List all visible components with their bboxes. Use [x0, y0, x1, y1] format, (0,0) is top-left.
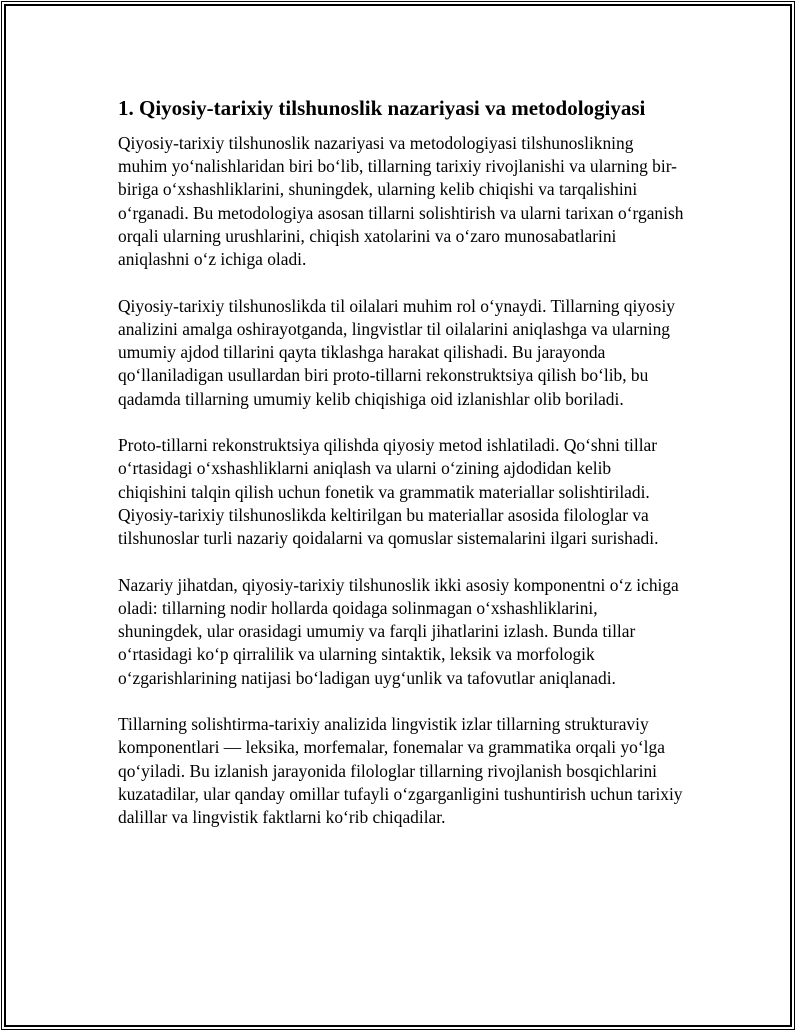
paragraph-5: Tillarning solishtirma-tarixiy analizida lingvistik izlar tillarning strukturaviy komponentlari — leksika, morfemalar, fonemalar va grammatika orqali yo‘lga qo‘yiladi. Bu izlanish jarayonida filologlar tillarning rivojlanish bosqichlarini kuzatadilar, ular qanday omillar tufayli o‘zgarganligini tushuntirish uchun tarixiy dalillar va lingvistik faktlarni ko‘rib chiqadilar.	[118, 714, 683, 828]
paragraph-4: Nazariy jihatdan, qiyosiy-tarixiy tilshunoslik ikki asosiy komponentni o‘z ichiga oladi: tillarning nodir hollarda qoidaga solinmagan o‘xshashliklarini, shuningdek, ular orasidagi umumiy va farqli jihatlarini izlash. Bunda tillar o‘rtasidagi ko‘p qirralilik va ularning sintaktik, leksik va morfologik o‘zgarishlarining natijasi bo‘ladigan uyg‘unlik va tafovutlar aniqlanadi.	[118, 574, 679, 688]
paragraph-2: Qiyosiy-tarixiy tilshunoslikda til oilalari muhim rol o‘ynaydi. Tillarning qiyosiy analizini amalga oshirayotganda, lingvistlar til oilalarini aniqlashga va ularning umumiy ajdod tillarini qayta tiklashga harakat qilishadi. Bu jarayonda qo‘llaniladigan usullardan biri proto-tillarni rekonstruktsiya qilish bo‘lib, bu qadamda tillarning umumiy kelib chiqishiga oid izlanishlar olib boriladi.	[118, 295, 675, 409]
section-heading: 1. Qiyosiy-tarixiy tilshunoslik nazariyasi va metodologiyasi	[118, 96, 646, 120]
paragraph-3: Proto-tillarni rekonstruktsiya qilishda qiyosiy metod ishlatiladi. Qo‘shni tillar o‘rtasidagi o‘xshashliklarni aniqlash va ularni o‘zining ajdodidan kelib chiqishini talqin qilish uchun fonetik va grammatik materiallar solishtiriladi. Qiyosiy-tarixiy tilshunoslikda keltirilgan bu materiallar asosida filologlar va tilshunoslar turli nazariy qoidalarni va qomuslar sistemalarini ilgari surishadi.	[118, 435, 659, 549]
document-body	[118, 94, 684, 853]
paragraph-1: Qiyosiy-tarixiy tilshunoslik nazariyasi va metodologiyasi tilshunoslikning muhim yo‘nalishlaridan biri bo‘lib, tillarning tarixiy rivojlanishi va ularning bir-biriga o‘xshashliklarini, shuningdek, ularning kelib chiqishi va tarqalishini o‘rganadi. Bu metodologiya asosan tillarni solishtirish va ularni tarixan o‘rganish orqali ularning urushlarini, chiqish xatolarini va o‘zaro munosabatlarini aniqlashni o‘z ichiga oladi.	[118, 133, 684, 270]
